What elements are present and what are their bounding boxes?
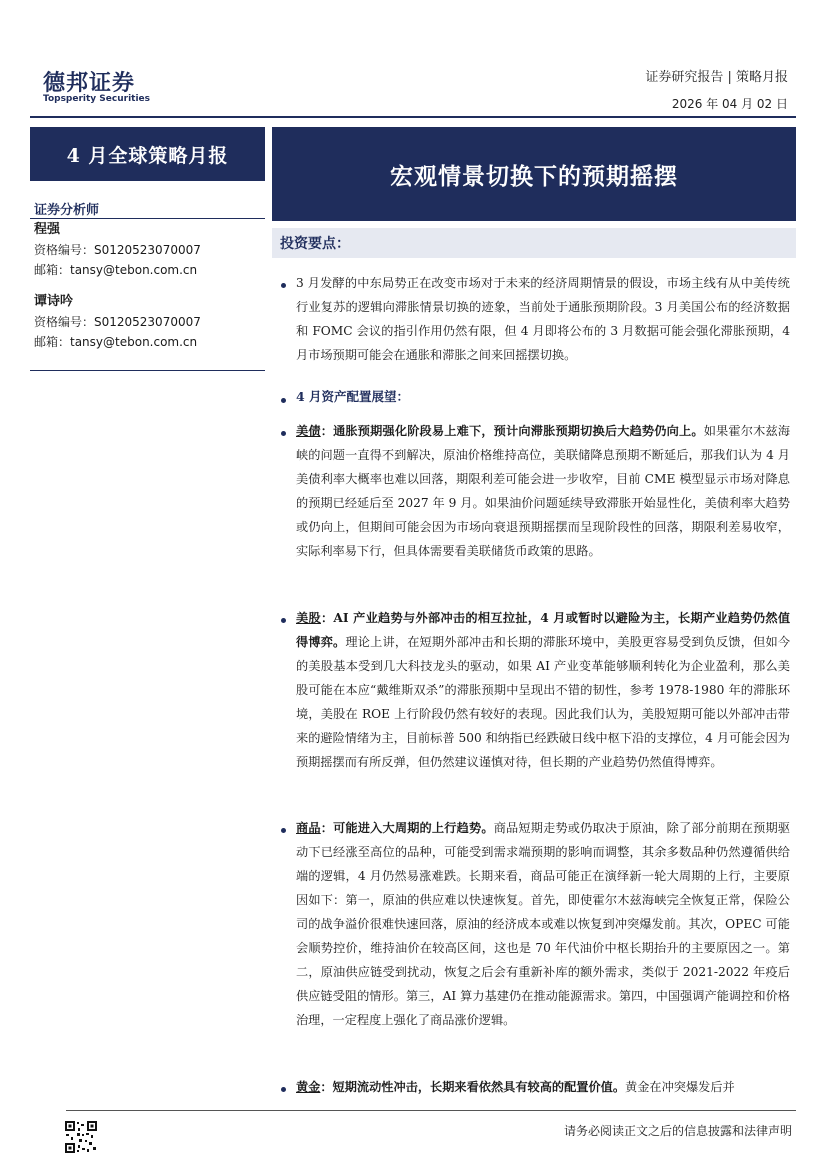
item-body: 商品短期走势或仍取决于原油，除了部分前期在预期驱动下已经涨至高位的品种，可能受到需求端预期的影响而调整，其余多数品种仍然遵循供给端的逻辑，4 月仍然易涨难跌。长期来看，商品可能正在演绎新一轮大周期的上行，主要原因如下：第一，原油的供应难以快速恢复。首先，即使霍尔木兹海峡完全恢复正常，保险公司的战争溢价很难快速回落，原油的经济成本或难以恢复到冲突爆发前。其次，OPEC 可能会顺势控价，维持油价在较高区间，这也是 70 年代油价中枢长期抬升的主要原因之一。第二，原油供应链受到扰动，恢复之后会有重新补库的额外需求，类似于 2021-2022 年疫后供应链受阻的情形。第三，AI 算力基建仍在推动能源需求。第四，中国强调产能调控和价格治理，一定程度上强化了商品涨价逻辑。 — [296, 821, 791, 1027]
asset-outlook-heading: 4 月资产配置展望： — [296, 389, 410, 404]
analyst-email[interactable]: 邮箱：tansy@tebon.com.cn — [34, 335, 198, 349]
bullet-icon — [281, 828, 286, 833]
legal-disclaimer: 请务必阅读正文之后的信息披露和法律声明 — [563, 1124, 792, 1138]
item-gold — [296, 1075, 790, 1099]
item-label: 美债 — [296, 424, 321, 438]
item-body: 理论上讲，在短期外部冲击和长期的滞胀环境中，美股更容易受到负反馈，但如今的美股基本受到几大科技龙头的驱动，如果 AI 产业变革能够顺利转化为企业盈利，那么美股可能在本应“戴维斯双杀”的滞胀预期中呈现出不错的韧性，参考 1978-1980 年的滞胀环境，美股在 ROE 上行阶段仍然有较好的表现。因此我们认为，美股短期可能以外部冲击带来的避险情绪为主，目前标普 500 和纳指已经跌破日线中枢下沿的支撑位，4 月可能会因为预期摇摆而有所反弹，但仍然建议谨慎对待，但长期的产业趋势仍然值得博弈。 — [296, 635, 791, 769]
intro-paragraph: 3 月发酵的中东局势正在改变市场对于未来的经济周期情景的假设，市场主线有从中美传统行业复苏的逻辑向滞胀情景切换的迹象，当前处于通胀预期阶段。3 月美国公布的经济数据和 FOMC 会议的指引作用仍然有限，但 4 月即将公布的 3 月数据可能会强化滞胀预期，4 月市场预期可能会在通胀和滞胀之间来回摇摆切换。 — [296, 276, 790, 362]
report-series-banner: 4 月全球策略月报 — [30, 127, 265, 181]
analyst-name: 谭诗吟 — [34, 294, 74, 309]
bullet-icon — [281, 618, 286, 623]
company-logo-english: Topsperity Securities — [43, 94, 150, 104]
item-us-equities — [296, 606, 790, 774]
key-points-heading: 投资要点： — [280, 236, 350, 252]
analyst-email[interactable]: 邮箱：tansy@tebon.com.cn — [34, 263, 198, 277]
analysts-heading: 证券分析师 — [34, 203, 100, 218]
item-us-treasuries — [296, 419, 790, 563]
item-label: 美股 — [296, 611, 321, 625]
footer-divider — [66, 1110, 796, 1111]
qr-code-icon — [64, 1120, 98, 1154]
header-divider — [30, 116, 796, 118]
bullet-icon — [281, 1087, 286, 1092]
item-body: 黄金在冲突爆发后并 — [625, 1080, 735, 1094]
analyst-name: 程强 — [34, 222, 61, 237]
item-lead: ：可能进入大周期的上行趋势。 — [320, 821, 494, 835]
analysts-divider — [30, 218, 265, 219]
analyst-block-2 — [34, 292, 201, 352]
bullet-icon — [281, 283, 286, 288]
report-title: 宏观情景切换下的预期摇摆 — [272, 127, 796, 221]
sidebar-divider — [30, 370, 265, 371]
item-label: 商品 — [296, 821, 321, 835]
analyst-block-1 — [34, 220, 201, 280]
key-points-banner — [272, 228, 796, 258]
item-lead: ：通胀预期强化阶段易上难下，预计向滞胀预期切换后大趋势仍向上。 — [320, 424, 704, 438]
item-label: 黄金 — [296, 1080, 321, 1094]
report-type: 证券研究报告 | 策略月报 — [645, 70, 788, 85]
item-body: 如果霍尔木兹海峡的问题一直得不到解决，原油价格维持高位，美联储降息预期不断延后，那我们认为 4 月美债利率大概率也难以回落，期限利差可能会进一步收窄，目前 CME 模型显示市场对降息的预期已经延后至 2027 年 9 月。如果油价问题延续导致滞胀开始显性化，美债利率大趋势或仍向上，但期间可能会因为市场向衰退预期摇摆而呈现阶段性的回落，期限利差易收窄，实际利率易下行，但具体需要看美联储货币政策的思路。 — [296, 424, 791, 558]
company-logo-text: 德邦证券 — [43, 71, 136, 96]
analyst-cert: 资格编号：S0120523070007 — [34, 243, 201, 257]
report-date: 2026 年 04 月 02 日 — [671, 97, 788, 111]
item-lead: ：短期流动性冲击，长期来看依然具有较高的配置价值。 — [320, 1080, 626, 1094]
item-commodities — [296, 816, 790, 1032]
bullet-icon — [281, 431, 286, 436]
item-lead: ：AI 产业趋势与外部冲击的相互拉扯，4 月或暂时以避险为主，长期产业趋势仍然值得博弈。 — [296, 611, 791, 649]
analyst-cert: 资格编号：S0120523070007 — [34, 315, 201, 329]
bullet-icon — [281, 398, 286, 403]
